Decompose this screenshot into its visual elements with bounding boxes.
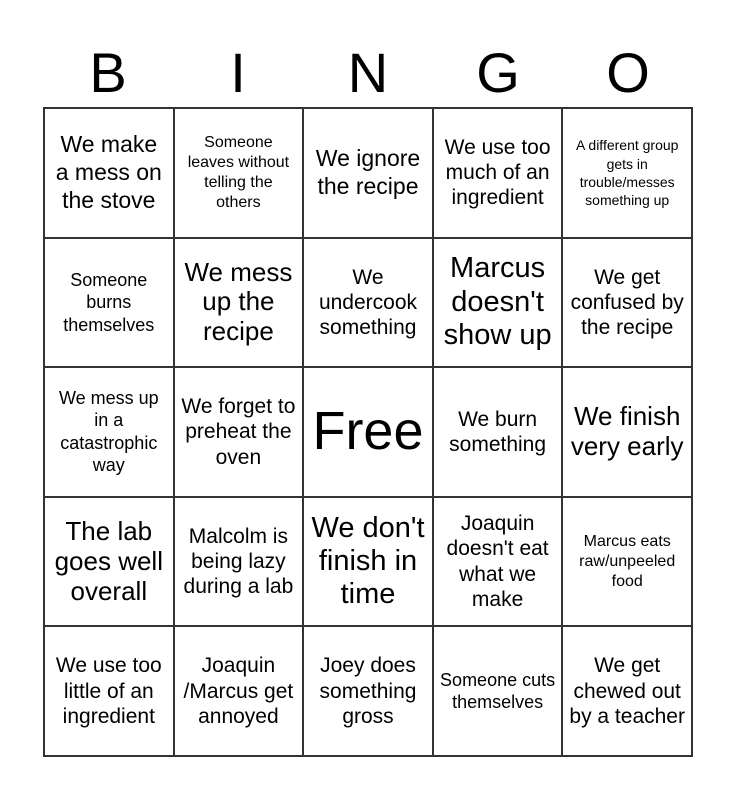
cell-text: Marcus eats raw/unpeeled food <box>579 532 676 590</box>
bingo-cell-r5c2[interactable] <box>174 626 304 756</box>
bingo-cell-r2c5[interactable] <box>562 238 692 368</box>
header-letter-o: O <box>606 41 650 104</box>
bingo-cell-r4c2[interactable] <box>174 497 304 627</box>
bingo-header <box>43 38 693 108</box>
bingo-cell-r1c3[interactable] <box>303 108 433 238</box>
bingo-cell-r1c1[interactable] <box>44 108 174 238</box>
cell-text: Someone cuts themselves <box>440 669 556 713</box>
cell-text: We use too little of an ingredient <box>55 654 162 728</box>
cell-text: We make a mess on the stove <box>55 131 162 213</box>
cell-text: We ignore the recipe <box>315 145 421 199</box>
bingo-cell-r4c3[interactable] <box>303 497 433 627</box>
cell-text: We get chewed out by a teacher <box>569 654 685 728</box>
bingo-cell-r5c1[interactable] <box>44 626 174 756</box>
bingo-cell-r5c5[interactable] <box>562 626 692 756</box>
cell-text: We don't finish in time <box>311 511 425 611</box>
bingo-cell-r3c2[interactable] <box>174 367 304 497</box>
bingo-cell-r4c4[interactable] <box>433 497 563 627</box>
cell-text: Marcus doesn't show up <box>443 252 552 352</box>
bingo-cell-r5c3[interactable] <box>303 626 433 756</box>
header-letter-i: I <box>230 41 246 104</box>
bingo-cell-r1c2[interactable] <box>174 108 304 238</box>
bingo-cell-r4c5[interactable] <box>562 497 692 627</box>
cell-text: We burn something <box>449 407 547 456</box>
header-letter-b: B <box>89 41 127 104</box>
bingo-cell-r3c1[interactable] <box>44 367 174 497</box>
cell-text: We forget to preheat the oven <box>181 395 296 469</box>
bingo-cell-free[interactable] <box>303 367 433 497</box>
header-letter-n: N <box>347 41 389 104</box>
bingo-cell-r1c4[interactable] <box>433 108 563 238</box>
cell-text: Someone burns themselves <box>63 269 155 335</box>
bingo-cell-r3c5[interactable] <box>562 367 692 497</box>
cell-text: Malcolm is being lazy during a lab <box>183 524 294 599</box>
cell-text: We get confused by the recipe <box>570 265 684 339</box>
cell-text: We undercook something <box>318 265 418 339</box>
cell-text: We use too much of an ingredient <box>444 136 551 210</box>
bingo-cell-r2c1[interactable] <box>44 238 174 368</box>
bingo-cell-r3c4[interactable] <box>433 367 563 497</box>
bingo-cell-r4c1[interactable] <box>44 497 174 627</box>
bingo-board <box>43 107 693 757</box>
cell-text: We mess up the recipe <box>184 256 293 347</box>
bingo-cell-r2c3[interactable] <box>303 238 433 368</box>
bingo-cell-r2c4[interactable] <box>433 238 563 368</box>
bingo-cell-r5c4[interactable] <box>433 626 563 756</box>
cell-text: Free <box>312 401 424 462</box>
header-letter-g: G <box>476 41 520 104</box>
cell-text: Someone leaves without telling the others <box>187 133 290 211</box>
cell-text: We finish very early <box>570 401 684 461</box>
cell-text: Joaquin /Marcus get annoyed <box>183 654 294 728</box>
bingo-cell-r2c2[interactable] <box>174 238 304 368</box>
bingo-cell-r1c5[interactable] <box>562 108 692 238</box>
cell-text: We mess up in a catastrophic way <box>58 387 159 476</box>
cell-text: A different group gets in trouble/messes something up <box>575 137 679 208</box>
cell-text: Joaquin doesn't eat what we make <box>446 512 549 611</box>
cell-text: The lab goes well overall <box>54 515 163 606</box>
cell-text: Joey does something gross <box>319 654 417 728</box>
